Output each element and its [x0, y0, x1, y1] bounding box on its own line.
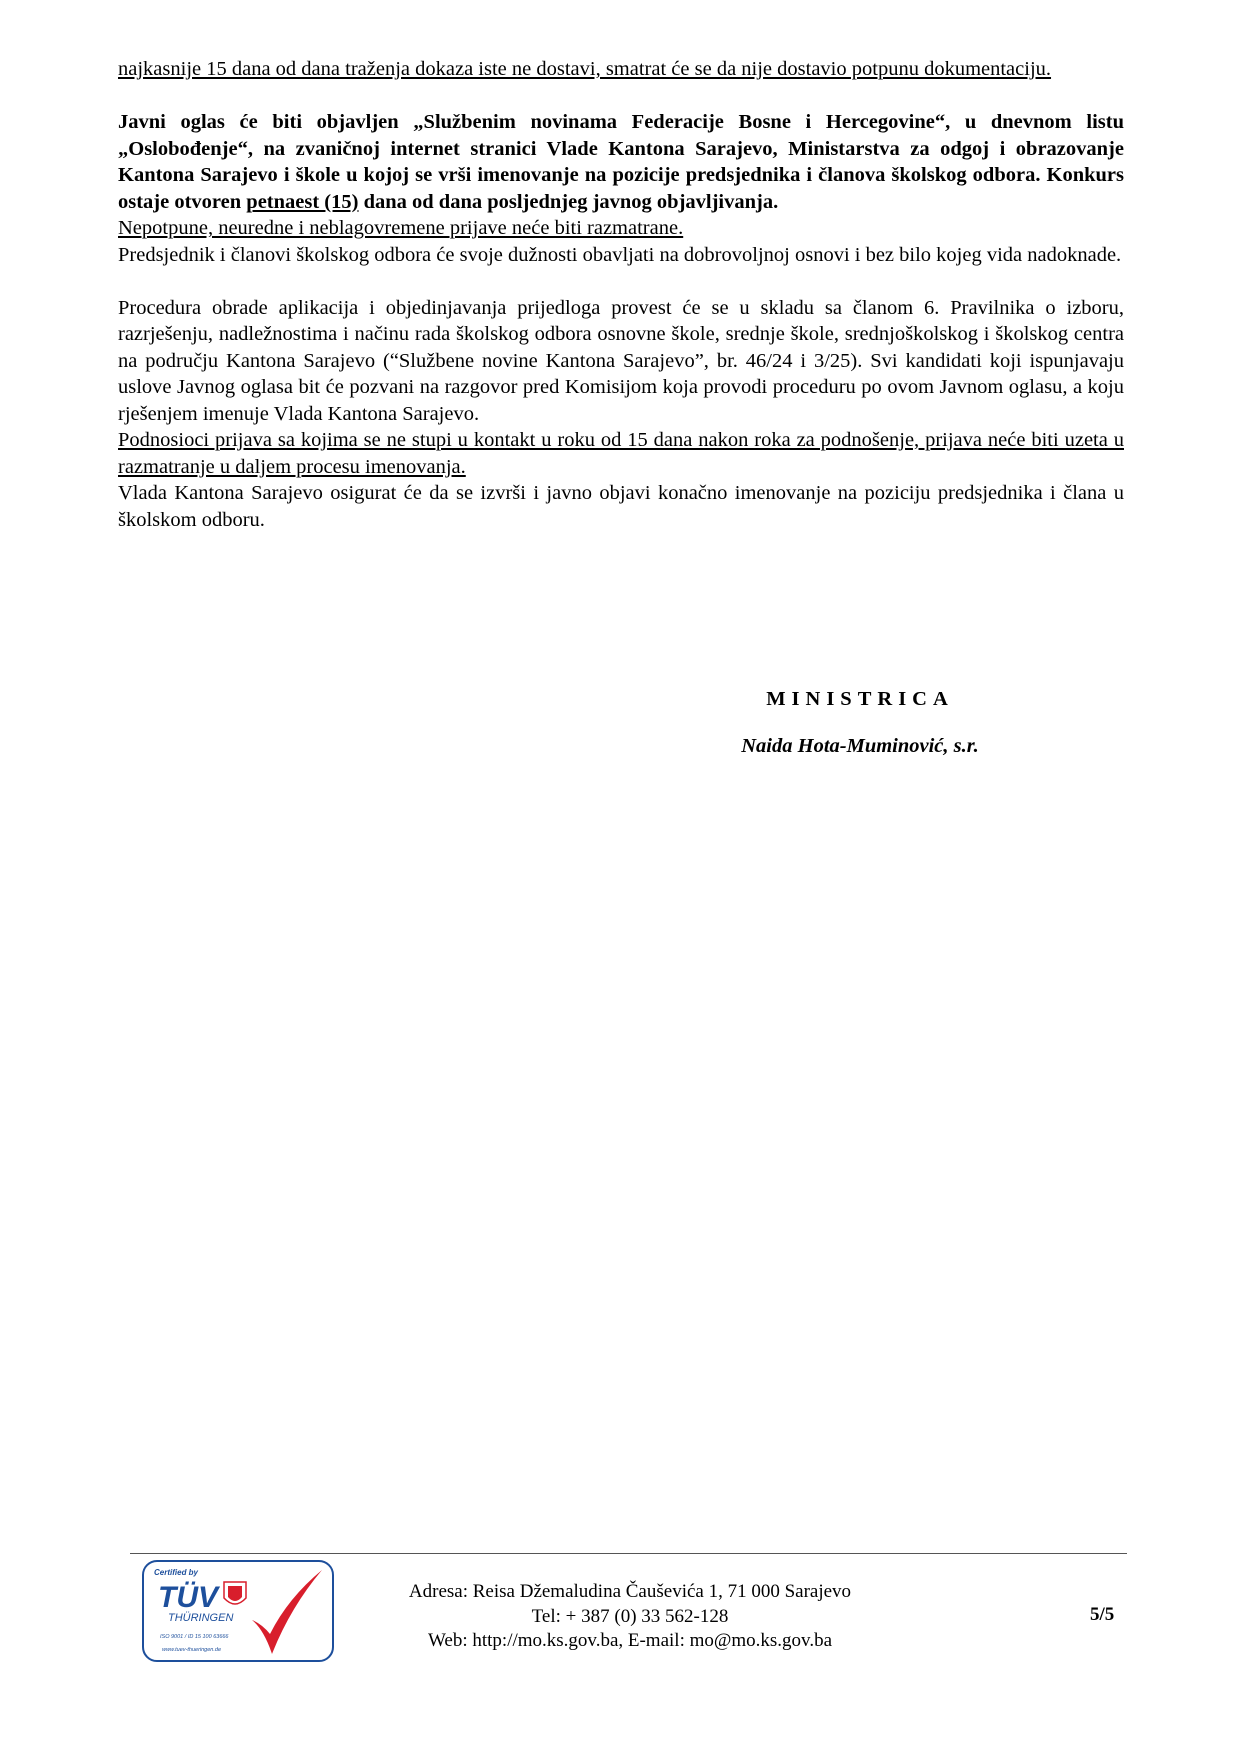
paragraph-documentation-deadline	[118, 56, 1124, 83]
no-contact-text: Podnosioci prijava sa kojima se ne stupi u kontakt u roku od 15 dana nakon roka za podnošenje, prijava neće biti uzeta u razmatranje u daljem procesu imenovanja.	[118, 429, 1124, 478]
footer-phone: Tel: + 387 (0) 33 562-128	[531, 1605, 729, 1627]
paragraph-voluntary-duties: Predsjednik i članovi školskog odbora će svoje dužnosti obavljati na dobrovoljnoj osnovi i bez bilo kojeg vida nadoknade.	[118, 243, 1122, 266]
signature-block	[660, 688, 1060, 758]
paragraph-incomplete-applications	[118, 215, 1124, 242]
coat-of-arms-icon	[224, 1582, 246, 1604]
documentation-deadline-text: najkasnije 15 dana od dana traženja dokaza iste ne dostavi, smatrat će se da nije dostavio potpunu dokumentaciju.	[118, 58, 1052, 80]
footer-divider	[130, 1553, 1127, 1554]
logo-url-text: www.tuev-thueringen.de	[162, 1647, 222, 1653]
footer-web-email: Web: http://mo.ks.gov.ba, E-mail: mo@mo.ks.gov.ba	[427, 1630, 833, 1651]
signature-title: MINISTRICA	[766, 688, 954, 710]
tuv-certification-logo	[140, 1558, 340, 1668]
signature-name: Naida Hota-Muminović, s.r.	[741, 735, 979, 757]
paragraph-final-appointment: Vlada Kantona Sarajevo osigurat će da se izvrši i javno objavi konačno imenovanje na poziciju predsjednika i člana u školskom odboru.	[118, 482, 1124, 531]
document-body	[118, 56, 1124, 533]
paragraph-publication	[118, 109, 1124, 215]
publication-duration: petnaest (15)	[246, 190, 359, 213]
paragraph-gap	[118, 83, 1124, 110]
footer-contact	[380, 1580, 880, 1654]
logo-region-text: THÜRINGEN	[168, 1612, 234, 1624]
logo-brand-text: TÜV	[158, 1581, 218, 1614]
publication-text: Javni oglas će biti objavljen „Službenim novinama Federacije Bosne i Hercegovine“, u dnevnom listu „Oslobođenje“, na zvaničnoj internet stranici Vlade Kantona Sarajevo, Ministarstva za odgoj i obrazovanje Kantona Sarajevo i škole u kojoj se vrši imenovanje na pozicije predsjednika i članova školskog odbora. Konkurs ostaje otvoren	[118, 111, 1124, 213]
logo-certified-text: Certified by	[154, 1568, 199, 1577]
page-number: 5/5	[1090, 1604, 1115, 1625]
paragraph-procedure: Procedura obrade aplikacija i objedinjavanja prijedloga provest će se u skladu sa članom 6. Pravilnika o izboru, razrješenju, nadležnostima i načinu rada školskog odbora osnovne škole, srednje škole, srednjoškolskog i školskog centra na području Kantona Sarajevo (“Službene novine Kantona Sarajevo”, br. 46/24 i 3/25). Svi kandidati koji ispunjavaju uslove Javnog oglasa bit će pozvani na razgovor pred Komisijom koja provodi proceduru po ovom Javnom oglasu, a koju rješenjem imenuje Vlada Kantona Sarajevo.	[118, 296, 1124, 425]
footer-address: Adresa: Reisa Džemaludina Čauševića 1, 71 000 Sarajevo	[408, 1581, 852, 1602]
paragraph-no-contact	[118, 427, 1124, 480]
publication-text-end: dana od dana posljednjeg javnog objavljivanja.	[363, 190, 779, 213]
checkmark-icon	[252, 1570, 322, 1654]
logo-iso-text: ISO 9001 / ID 15 100 63666	[160, 1634, 229, 1640]
paragraph-gap	[118, 268, 1124, 295]
incomplete-applications-text: Nepotpune, neuredne i neblagovremene prijave neće biti razmatrane.	[118, 217, 684, 239]
